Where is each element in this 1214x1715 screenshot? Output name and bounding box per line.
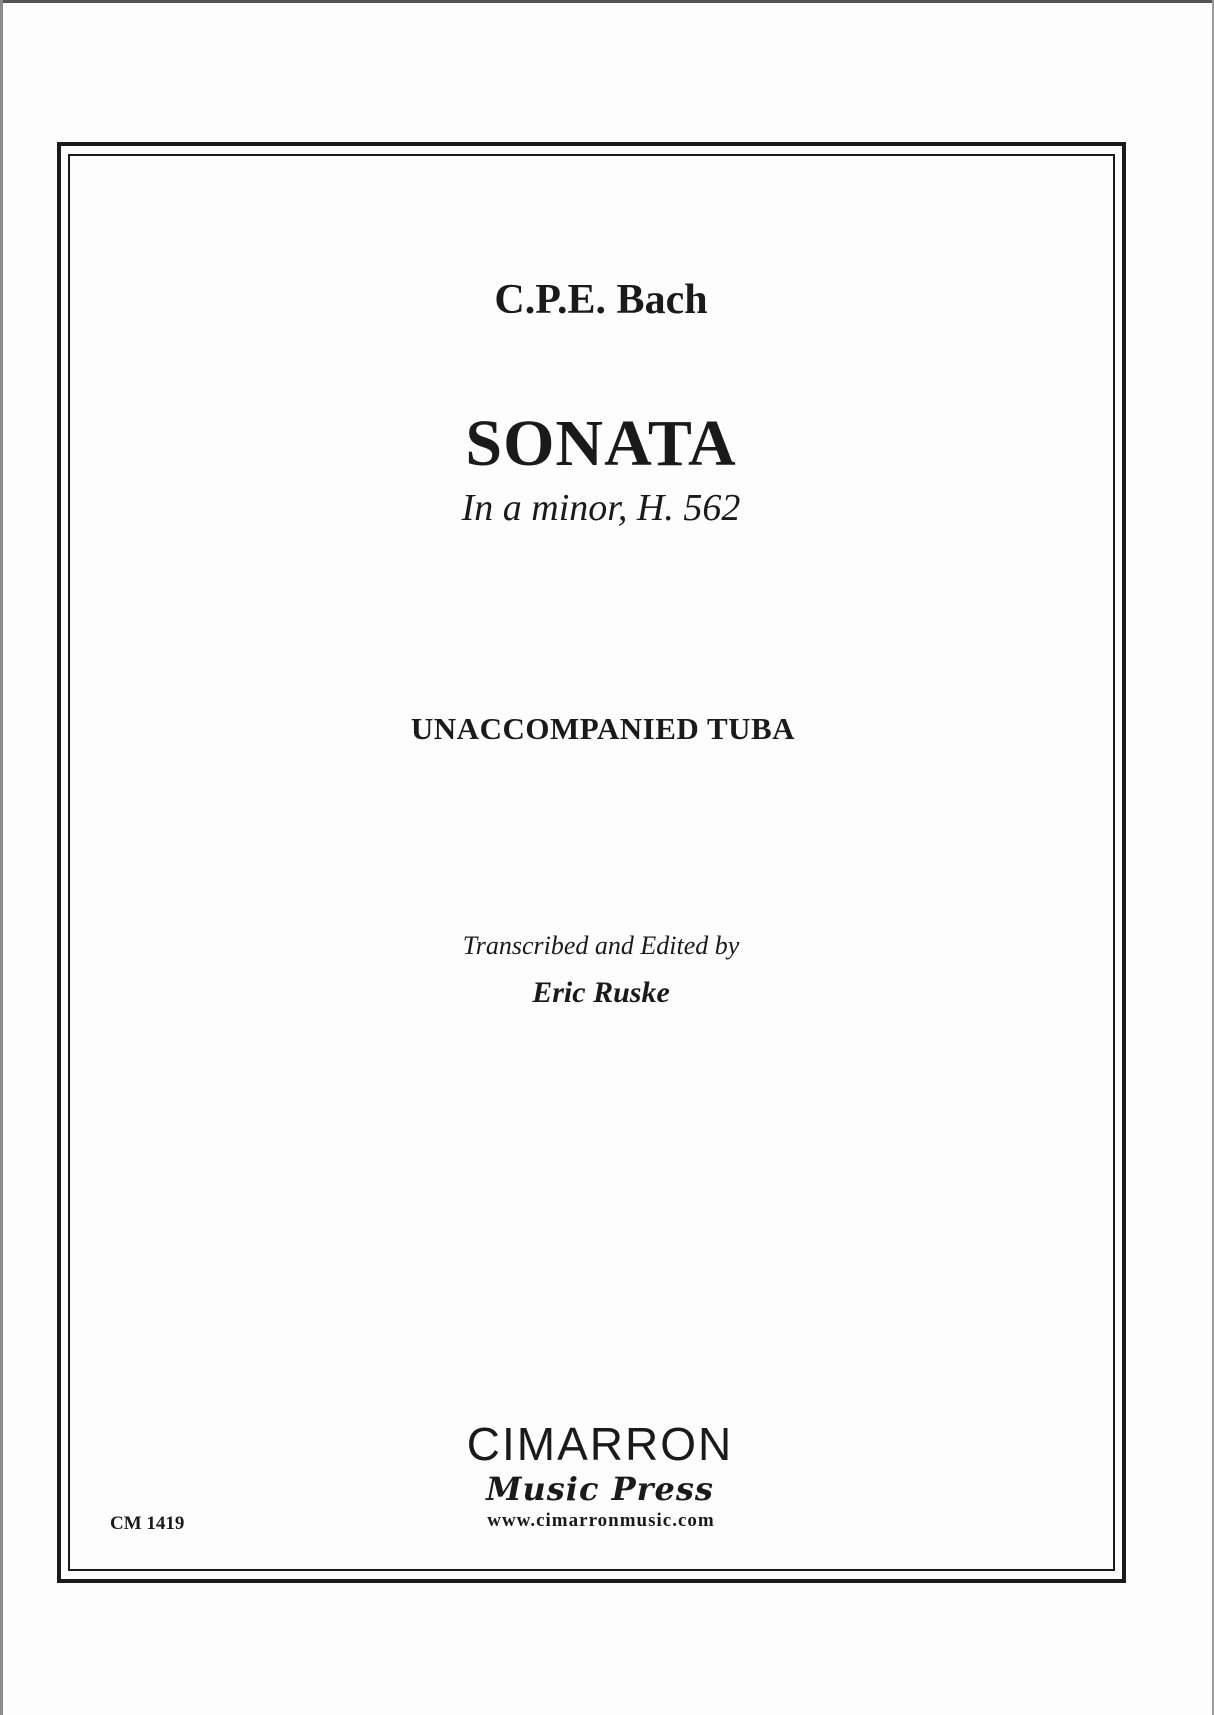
scan-left-edge [0,0,3,1715]
publisher-logo-tagline: Music Press [486,1470,714,1508]
credit-line: Transcribed and Edited by [462,931,740,960]
editor-name: Eric Ruske [532,976,670,1009]
composer-name: C.P.E. Bach [494,277,708,323]
publisher-logo-name: CIMARRON [466,1418,734,1470]
work-title: SONATA [465,407,737,480]
work-subtitle: In a minor, H. 562 [461,487,741,529]
inner-border-frame [68,154,1115,1571]
instrumentation: UNACCOMPANIED TUBA [410,711,796,746]
scan-top-edge [0,0,1214,3]
publisher-website: www.cimarronmusic.com [487,1510,715,1531]
catalog-number: CM 1419 [110,1513,185,1534]
